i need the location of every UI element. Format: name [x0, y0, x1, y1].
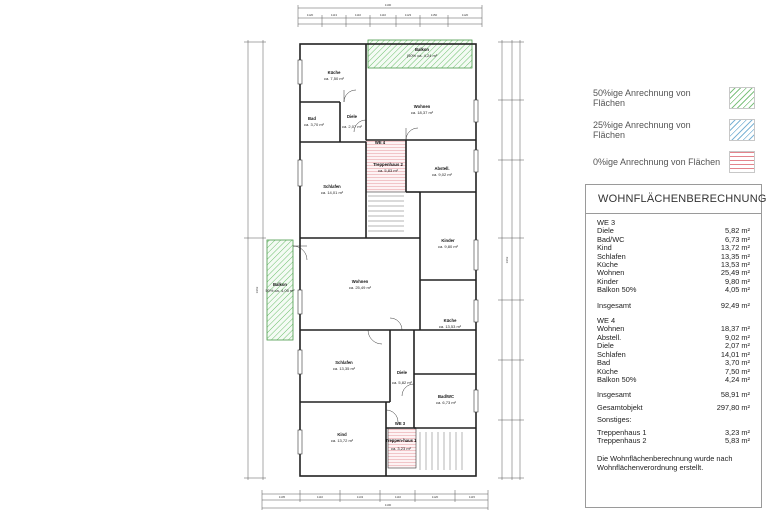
top-dim: 1123	[404, 13, 412, 17]
row-name: Bad	[597, 358, 611, 368]
room-area: ca. 9,02 m²	[431, 172, 453, 177]
room-label: Bad	[308, 116, 316, 121]
room-area: ca. 7,50 m²	[323, 76, 345, 81]
walls	[300, 44, 476, 476]
room-area: 50% ca. 4,05 m²	[265, 288, 295, 293]
room-label: Wohnen	[351, 279, 369, 284]
row-value: 5,83 m²	[724, 435, 750, 445]
bottom-dim: 1110	[316, 495, 324, 499]
top-dim: 1110	[354, 13, 362, 17]
room-label: Schlafen	[335, 360, 353, 365]
hatch-green-swatch	[729, 87, 755, 109]
top-dim: 1120	[306, 13, 314, 17]
bottom-dimensions	[262, 490, 488, 510]
grand-total-label: Gesamtobjekt	[597, 402, 643, 412]
room-label: Kind	[337, 432, 347, 437]
room-area: ca. 6,73 m²	[435, 400, 457, 405]
legend-item-25	[593, 118, 725, 142]
row-value: 7,50 m²	[724, 366, 750, 376]
room-label: Küche	[327, 70, 341, 75]
left-total-dim: 1963	[255, 286, 259, 294]
room-label: Balkon	[273, 282, 287, 287]
room-area: ca. 9,80 m²	[437, 244, 459, 249]
legend-label: 50%ige Anrechnung von Flächen	[593, 88, 691, 108]
top-dimensions	[298, 5, 482, 27]
room-label-we4: WE 4	[374, 140, 386, 145]
room-label: Schlafen	[323, 184, 341, 189]
we3-total	[597, 302, 750, 310]
total-value: 92,49 m²	[720, 300, 750, 310]
we3-heading: WE 3	[597, 218, 616, 227]
total-value: 58,91 m²	[720, 390, 750, 400]
room-label: Treppenhaus 2	[373, 162, 403, 167]
footnote: Die Wohnflächenberechnung wurde nach Wohnflächenverordnung erstellt.	[597, 454, 733, 473]
row-value: 5,82 m²	[724, 226, 750, 236]
room-area: ca. 14,01 m²	[320, 190, 344, 195]
legend-item-0	[593, 150, 725, 174]
row-name: Balkon 50%	[597, 285, 637, 295]
row-name: Schlafen	[597, 349, 626, 359]
row-name: Bad/WC	[597, 234, 625, 244]
table-row	[597, 286, 750, 294]
table-row	[597, 376, 750, 384]
right-total-dim: 1963	[505, 256, 509, 264]
row-value: 6,73 m²	[724, 234, 750, 244]
row-name: Diele	[597, 341, 614, 351]
room-label: Diele	[346, 114, 358, 119]
row-value: 4,05 m²	[724, 285, 750, 295]
room-area: ca. 13,53 m²	[438, 324, 462, 329]
row-value: 25,49 m²	[720, 268, 750, 278]
row-value: 9,02 m²	[724, 332, 750, 342]
row-name: Wohnen	[597, 268, 625, 278]
row-name: Küche	[597, 260, 618, 270]
bottom-dim: 1120	[431, 495, 439, 499]
room-area: (50% ca. 4,24 m²	[406, 53, 438, 58]
row-name: Wohnen	[597, 324, 625, 334]
top-dim: 1120	[461, 13, 469, 17]
room-area: ca. 18,37 m²	[410, 110, 434, 115]
row-value: 2,07 m²	[724, 341, 750, 351]
room-label: Balkon	[415, 47, 429, 52]
room-area: ca. 3,23 m²	[390, 446, 412, 451]
bottom-dim: 1110	[394, 495, 402, 499]
legend-item-50	[593, 86, 725, 110]
other-heading: Sonstiges:	[597, 415, 632, 425]
room-label: Diele	[396, 370, 408, 375]
grand-total	[597, 404, 750, 412]
legend-label: 0%ige Anrechnung von Flächen	[593, 157, 721, 167]
room-area: ca. 13,72 m²	[330, 438, 354, 443]
room-area: ca. 13,35 m²	[332, 366, 356, 371]
row-name: Balkon 50%	[597, 374, 637, 384]
row-name: Küche	[597, 366, 618, 376]
room-label: Treppen-haus 1	[385, 438, 417, 443]
bottom-dim: 1115	[468, 495, 476, 499]
legend-label: 25%ige Anrechnung von Flächen	[593, 120, 691, 140]
we4-heading: WE 4	[597, 316, 616, 326]
room-label: Küche	[443, 318, 457, 323]
grand-total-value: 297,80 m²	[716, 402, 750, 412]
row-value: 14,01 m²	[720, 349, 750, 359]
top-dim: 1150	[430, 13, 438, 17]
room-label: Wohnen	[413, 104, 431, 109]
table-row	[597, 437, 750, 445]
we4-total	[597, 391, 750, 399]
bottom-dim: 1143	[356, 495, 364, 499]
table-title: WOHNFLÄCHENBERECHNUNG	[586, 185, 761, 214]
room-area: ca. 5,82 m²	[391, 380, 413, 385]
room-label: Bad/WC	[437, 394, 455, 399]
row-name: Abstell.	[597, 332, 622, 342]
bottom-total-dim: 1100	[384, 503, 392, 507]
total-label: Insgesamt	[597, 300, 632, 310]
room-label: Kinder	[441, 238, 455, 243]
room-label-we3: WE 3	[394, 421, 406, 426]
room-area: ca. 5,83 m²	[377, 168, 399, 173]
row-name: Treppenhaus 1	[597, 427, 647, 437]
row-value: 13,35 m²	[720, 251, 750, 261]
total-label: Insgesamt	[597, 390, 632, 400]
row-value: 9,80 m²	[724, 276, 750, 286]
row-value: 3,23 m²	[724, 427, 750, 437]
hatch-blue-swatch	[729, 119, 755, 141]
row-value: 4,24 m²	[724, 374, 750, 384]
room-area: ca. 2,07 m²	[341, 124, 363, 129]
row-name: Kind	[597, 243, 612, 253]
row-name: Kinder	[597, 276, 619, 286]
row-value: 13,53 m²	[720, 260, 750, 270]
room-label: Abstell.	[434, 166, 450, 171]
room-area: ca. 25,49 m²	[348, 285, 372, 290]
room-area: ca. 3,70 m²	[304, 122, 325, 127]
row-value: 13,72 m²	[720, 243, 750, 253]
top-dim: 1110	[379, 13, 387, 17]
row-value: 3,70 m²	[724, 358, 750, 368]
row-name: Treppenhaus 2	[597, 435, 647, 445]
row-value: 18,37 m²	[720, 324, 750, 334]
bottom-dim: 1105	[278, 495, 286, 499]
hatch-red-swatch	[729, 151, 755, 173]
top-total-dim: 1100	[384, 3, 392, 7]
row-name: Diele	[597, 226, 614, 236]
row-name: Schlafen	[597, 251, 626, 261]
area-calculation-table	[585, 184, 767, 508]
top-dim: 1113	[330, 13, 338, 17]
